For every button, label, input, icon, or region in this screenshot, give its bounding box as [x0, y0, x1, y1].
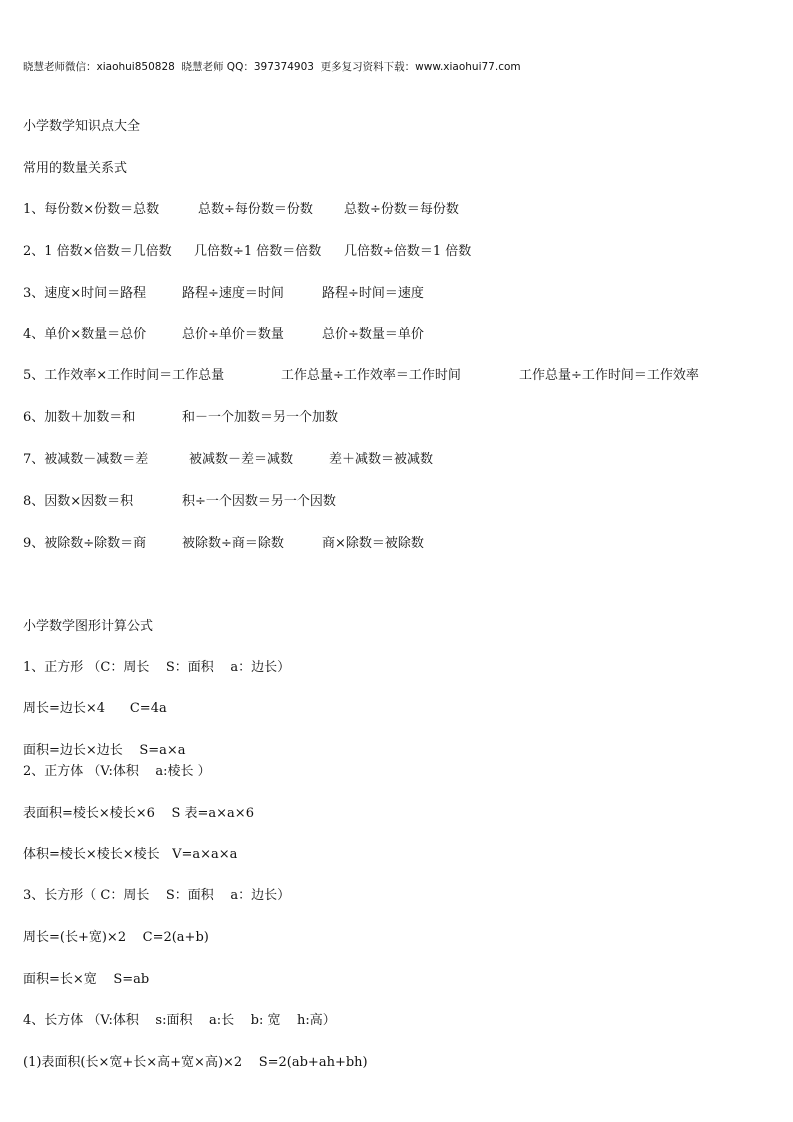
- geometry-formula-line: 2、正方体 （V:体积 a:棱长 ）: [23, 764, 211, 779]
- formula-text: 总数÷每份数＝份数: [198, 202, 313, 217]
- formula-text: 6、加数＋加数＝和: [23, 410, 136, 425]
- geometry-formula-line: 4、长方体 （V:体积 s:面积 a:长 b: 宽 h:高）: [23, 1013, 336, 1028]
- geometry-formula-line: 3、长方形（ C：周长 S：面积 a：边长）: [23, 888, 291, 903]
- formula-text: 总价÷数量＝单价: [322, 327, 424, 342]
- formula-text: 和－一个加数＝另一个加数: [182, 410, 339, 425]
- page-header: 晓慧老师微信：xiaohui850828 晓慧老师 QQ：397374903 更多复习资料下载：www.xiaohui77.com: [23, 61, 521, 73]
- geometry-formula-line: 周长=边长×4 C=4a: [23, 701, 167, 716]
- document-title: 小学数学知识点大全: [23, 119, 141, 134]
- geometry-formula-line: 面积=边长×边长 S=a×a: [23, 743, 186, 758]
- geometry-formula-line: 1、正方形 （C：周长 S：面积 a：边长）: [23, 660, 291, 675]
- formula-text: 4、单价×数量＝总价: [23, 327, 147, 342]
- formula-text: 几倍数÷1 倍数＝倍数: [194, 244, 322, 259]
- formula-text: 路程÷时间＝速度: [322, 286, 424, 301]
- geometry-formula-line: 周长=(长+宽)×2 C=2(a+b): [23, 930, 209, 945]
- formula-text: 总数÷份数＝每份数: [344, 202, 459, 217]
- formula-text: 8、因数×因数＝积: [23, 494, 134, 509]
- formula-text: 积÷一个因数＝另一个因数: [182, 494, 336, 509]
- geometry-formula-line: 表面积=棱长×棱长×6 S 表=a×a×6: [23, 806, 254, 821]
- formula-text: 路程÷速度＝时间: [182, 286, 284, 301]
- formula-text: 7、被减数－减数＝差: [23, 452, 149, 467]
- formula-text: 被减数－差＝减数: [189, 452, 294, 467]
- formula-text: 几倍数÷倍数＝1 倍数: [344, 244, 472, 259]
- formula-text: 差＋减数＝被减数: [329, 452, 434, 467]
- formula-text: 2、1 倍数×倍数＝几倍数: [23, 244, 172, 259]
- formula-text: 被除数÷商＝除数: [182, 536, 284, 551]
- formula-text: 3、速度×时间＝路程: [23, 286, 147, 301]
- section-heading-quantity-relations: 常用的数量关系式: [23, 161, 128, 176]
- formula-text: 总价÷单价＝数量: [182, 327, 284, 342]
- section-heading-geometry-formulas: 小学数学图形计算公式: [23, 619, 154, 634]
- formula-text: 工作总量÷工作效率＝工作时间: [281, 368, 461, 383]
- formula-text: 工作总量÷工作时间＝工作效率: [519, 368, 699, 383]
- geometry-formula-line: 体积=棱长×棱长×棱长 V=a×a×a: [23, 847, 238, 862]
- formula-text: 商×除数＝被除数: [322, 536, 424, 551]
- geometry-formula-line: 面积=长×宽 S=ab: [23, 972, 150, 987]
- formula-text: 1、每份数×份数＝总数: [23, 202, 160, 217]
- formula-text: 9、被除数÷除数＝商: [23, 536, 147, 551]
- geometry-formula-line: (1)表面积(长×宽+长×高+宽×高)×2 S=2(ab+ah+bh): [23, 1055, 368, 1070]
- formula-text: 5、工作效率×工作时间＝工作总量: [23, 368, 225, 383]
